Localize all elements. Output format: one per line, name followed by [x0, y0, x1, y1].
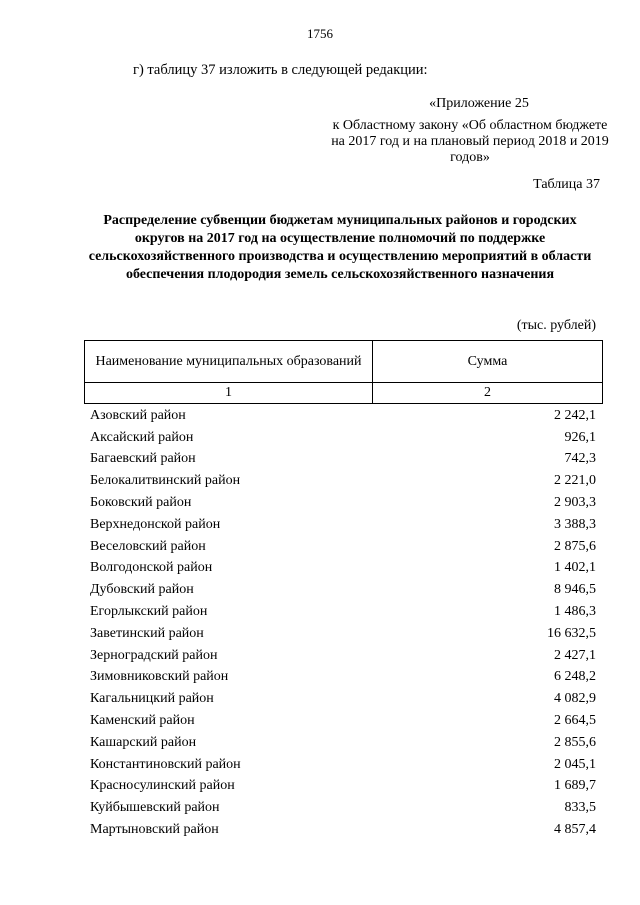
table-row — [90, 579, 596, 601]
table-label: Таблица 37 — [533, 177, 600, 192]
subsidy-amount: 2 855,6 — [554, 734, 596, 750]
header-sum-column: Сумма — [373, 341, 603, 383]
subsidy-amount: 2 875,6 — [554, 538, 596, 554]
table-row — [90, 710, 596, 732]
table-row — [90, 601, 596, 623]
appendix-law-reference: к Областному закону «Об областном бюджете на 2017 год и на плановый период 2018 и 2019 годов» — [331, 118, 609, 165]
header-name-column: Наименование муниципальных образований — [85, 341, 373, 383]
district-name: Боковский район — [90, 495, 192, 511]
table-row — [90, 514, 596, 536]
district-name: Веселовский район — [90, 538, 206, 554]
district-name: Белокалитвинский район — [90, 473, 241, 489]
table-row — [90, 492, 596, 514]
subsidy-amount: 16 632,5 — [547, 625, 596, 641]
district-name: Азовский район — [90, 407, 186, 423]
subsidy-amount: 1 402,1 — [554, 560, 596, 576]
district-name: Верхнедонской район — [90, 516, 221, 532]
district-name: Волгодонской район — [90, 560, 213, 576]
table-row — [90, 536, 596, 558]
district-name: Аксайский район — [90, 429, 194, 445]
district-name: Куйбышевский район — [90, 800, 220, 816]
district-name: Зерноградский район — [90, 647, 218, 663]
table-row — [90, 776, 596, 798]
table-row — [90, 470, 596, 492]
subsidy-amount: 1 486,3 — [554, 604, 596, 620]
subsidy-amount: 1 689,7 — [554, 778, 596, 794]
table-row — [90, 623, 596, 645]
table-row — [90, 405, 596, 427]
subsidy-amount: 926,1 — [564, 429, 596, 445]
subsidy-amount: 2 903,3 — [554, 495, 596, 511]
district-name: Красносулинский район — [90, 778, 235, 794]
subsidy-amount: 6 248,2 — [554, 669, 596, 685]
subsidy-amount: 8 946,5 — [554, 582, 596, 598]
header-column-number-2: 2 — [373, 383, 603, 404]
subsidy-amount: 2 427,1 — [554, 647, 596, 663]
subsidy-amount: 4 082,9 — [554, 691, 596, 707]
table-row — [90, 558, 596, 580]
table-row — [90, 427, 596, 449]
table-row — [90, 819, 596, 841]
subsidy-amount: 2 242,1 — [554, 407, 596, 423]
subsidy-amount: 2 045,1 — [554, 756, 596, 772]
district-name: Зимовниковский район — [90, 669, 229, 685]
district-name: Заветинский район — [90, 625, 204, 641]
district-name: Каменский район — [90, 713, 195, 729]
table-row — [90, 667, 596, 689]
subsidy-amount: 2 221,0 — [554, 473, 596, 489]
subsidy-amount: 3 388,3 — [554, 516, 596, 532]
amendment-instruction: г) таблицу 37 изложить в следующей редакции: — [133, 62, 428, 78]
page-number: 1756 — [307, 26, 333, 41]
table-row — [90, 449, 596, 471]
subsidy-amount: 833,5 — [564, 800, 596, 816]
table-body — [90, 405, 596, 841]
table-header — [84, 340, 603, 404]
units-note: (тыс. рублей) — [516, 318, 596, 333]
subsidy-amount: 4 857,4 — [554, 822, 596, 838]
district-name: Егорлыкский район — [90, 604, 208, 620]
table-title: Распределение субвенции бюджетам муниципальных районов и городских округов на 2017 год на осуществление полномочий по поддержке сельскохозяйственного производства и осуществлению мероприятий в области обеспечения плодородия земель сельскохозяйственного назначения — [88, 213, 592, 282]
district-name: Багаевский район — [90, 451, 196, 467]
table-row — [90, 688, 596, 710]
district-name: Мартыновский район — [90, 822, 219, 838]
district-name: Дубовский район — [90, 582, 194, 598]
district-name: Кашарский район — [90, 734, 197, 750]
table-row — [90, 732, 596, 754]
appendix-title: «Приложение 25 — [429, 96, 529, 111]
subsidy-amount: 742,3 — [564, 451, 596, 467]
table-row — [90, 754, 596, 776]
table-row — [90, 797, 596, 819]
header-column-number-1: 1 — [85, 383, 373, 404]
table-row — [90, 645, 596, 667]
appendix-reference — [330, 96, 610, 166]
district-name: Кагальницкий район — [90, 691, 214, 707]
subsidy-amount: 2 664,5 — [554, 713, 596, 729]
district-name: Константиновский район — [90, 756, 241, 772]
